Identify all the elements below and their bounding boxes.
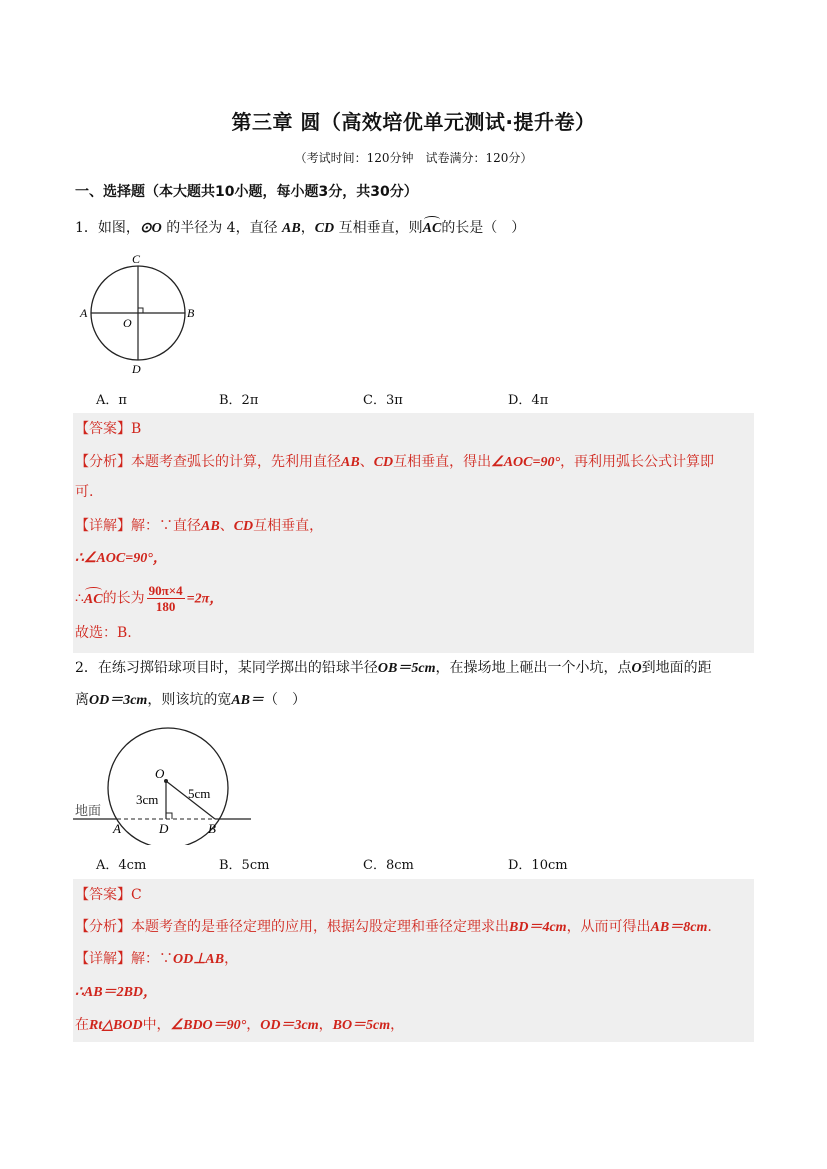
choose-1: 故选：B.	[75, 625, 132, 641]
analysis-1: 【分析】本题考查弧长的计算，先利用直径AB、CD互相垂直，得出∠AOC=90°，再利用弧长公式计算即	[75, 454, 715, 470]
label-a2: A	[113, 821, 121, 836]
question-2-stem: 2．在练习掷铅球项目时，某同学掷出的铅球半径OB＝5cm，在操场地上砸出一个小坑，点O到地面的距	[75, 660, 712, 676]
question-1-stem: 1．如图，⊙O 的半径为 4，直径 AB，CD 互相垂直，则AC的长是（ ）	[75, 218, 525, 239]
option-b: B．2π	[219, 393, 259, 408]
answer-1: 【答案】B	[75, 421, 142, 437]
label-5cm: 5cm	[188, 786, 211, 801]
detail-2-line2: ∴AB＝2BD，	[75, 985, 158, 1000]
detail-1-line2: ∴∠AOC=90°，	[75, 551, 167, 566]
label-c: C	[132, 252, 141, 266]
answer-box-2	[73, 879, 754, 1042]
option-b: B．5cm	[219, 858, 270, 873]
label-o2: O	[155, 766, 165, 781]
label-b: B	[187, 306, 195, 320]
answer-2: 【答案】C	[75, 887, 142, 903]
label-ground: 地面	[75, 803, 102, 818]
question-2-figure	[73, 720, 258, 845]
detail-1: 【详解】解：∵直径AB、CD互相垂直，	[75, 518, 324, 534]
section-heading: 一、选择题（本大题共10小题，每小题3分，共30分）	[75, 184, 418, 200]
analysis-1-cont: 可.	[75, 484, 94, 500]
detail-1-line3: ∴AC的长为 $\frac{90\pi\times 4}{180}$ =2π，	[75, 583, 224, 614]
answer-box-1	[73, 413, 754, 653]
option-c: C．3π	[363, 393, 403, 408]
label-d2: D	[159, 821, 169, 836]
arc-ac: AC	[423, 219, 442, 239]
option-a: A．4cm	[96, 858, 147, 873]
option-d: D．10cm	[508, 858, 568, 873]
label-o: O	[123, 316, 132, 330]
label-d: D	[132, 362, 141, 376]
detail-2-line3: 在Rt△BOD中，∠BDO＝90°，OD＝3cm，BO＝5cm，	[75, 1017, 405, 1033]
question-1-figure	[75, 250, 210, 380]
label-a: A	[80, 306, 88, 320]
option-c: C．8cm	[363, 858, 414, 873]
label-3cm: 3cm	[136, 792, 159, 807]
analysis-2: 【分析】本题考查的是垂径定理的应用，根据勾股定理和垂径定理求出BD＝4cm，从而可得出AB＝8cm.	[75, 919, 712, 935]
exam-info: （考试时间：120分钟 试卷满分：120分）	[294, 151, 533, 165]
detail-2: 【详解】解：∵OD⊥AB，	[75, 951, 239, 967]
label-b2: B	[208, 821, 216, 836]
page-title: 第三章 圆（高效培优单元测试·提升卷）	[231, 110, 596, 134]
option-d: D．4π	[508, 393, 549, 408]
question-2-stem-cont: 离OD＝3cm，则该坑的宽AB＝（ ）	[75, 692, 307, 708]
option-a: A．π	[96, 393, 127, 408]
